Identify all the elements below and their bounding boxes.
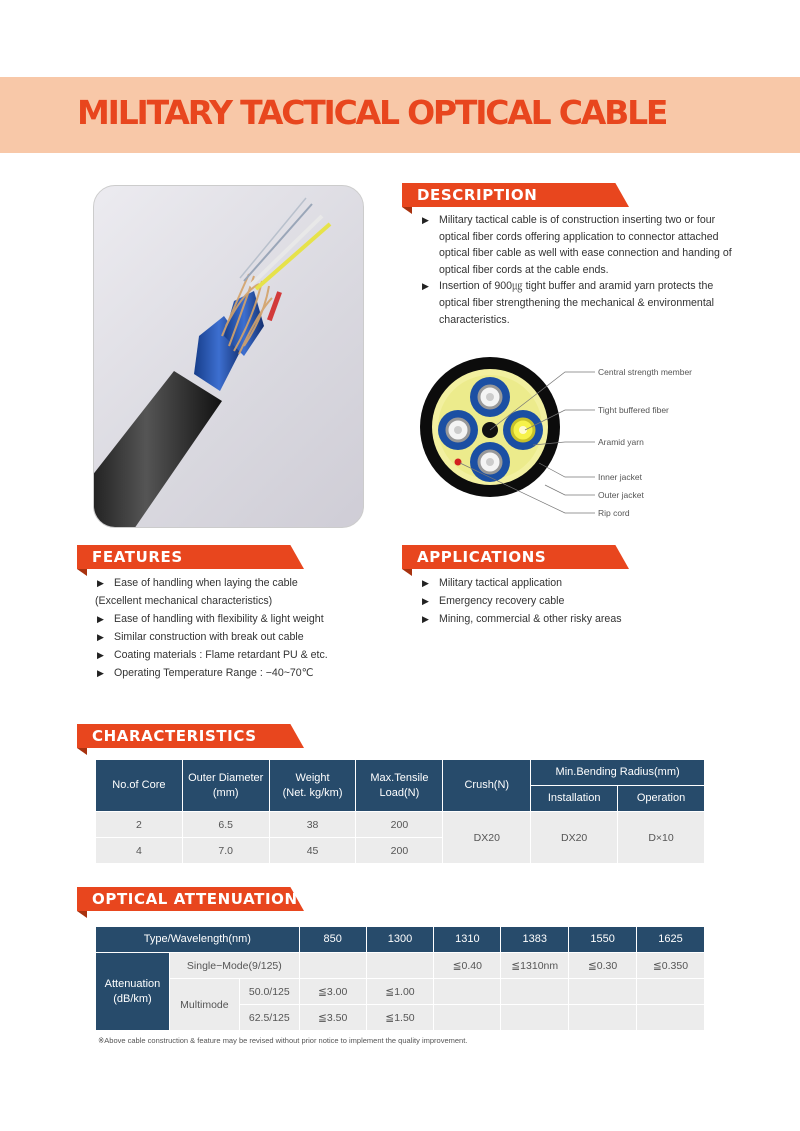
features-heading: FEATURES (77, 545, 304, 569)
cell-value: ≦0.40 (434, 953, 501, 979)
label-rip-cord: Rip cord (598, 508, 630, 518)
characteristics-heading: CHARACTERISTICS (77, 724, 304, 748)
arrow-icon: ▶ (422, 614, 429, 624)
arrow-icon: ▶ (97, 614, 104, 624)
col-header-outer-diameter: Outer Diameter (mm) (182, 760, 269, 812)
arrow-icon: ▶ (97, 650, 104, 660)
arrow-icon: ▶ (422, 578, 429, 588)
footnote: ※Above cable construction & feature may be revised without prior notice to implement the quality improvement. (98, 1036, 468, 1045)
label-tight-buffered-fiber: Tight buffered fiber (598, 405, 669, 415)
cell-value (501, 979, 569, 1005)
cell-value: ≦0.30 (569, 953, 637, 979)
col-header-tensile: Max.Tensile Load(N) (356, 760, 443, 812)
col-header-850: 850 (299, 927, 366, 953)
cell-outer-diameter: 6.5 (182, 812, 269, 838)
description-item: ▶ Military tactical cable is of construction inserting two or four optical fiber cords offering application to connector attached optical fiber cable as well with ease connection and handing of optical fiber cords at the cable ends. (422, 214, 732, 276)
cell-crush: DX20 (443, 812, 531, 864)
col-header-type: Type/Wavelength(nm) (96, 927, 300, 953)
cell-value (637, 1005, 705, 1031)
application-item: ▶ Mining, commercial & other risky areas (420, 610, 720, 628)
col-header-1300: 1300 (366, 927, 434, 953)
cell-value (569, 1005, 637, 1031)
col-header-weight: Weight (Net. kg/km) (269, 760, 356, 812)
cell-value (501, 1005, 569, 1031)
table-row (96, 812, 705, 838)
cell-value (366, 953, 434, 979)
description-item: ▶ Insertion of 900㎍ tight buffer and aramid yarn protects the optical fiber strengthening the mechanical & environmental characteristics. (422, 280, 715, 326)
arrow-icon: ▶ (422, 596, 429, 606)
cell-value (434, 1005, 501, 1031)
feature-item: ▶ Ease of handling with flexibility & light weight (95, 610, 385, 628)
applications-list (420, 574, 720, 628)
cell-value (569, 979, 637, 1005)
feature-item: ▶ Ease of handling when laying the cable (95, 574, 385, 592)
col-header-core: No.of Core (96, 760, 183, 812)
row-header-attenuation: Attenuation (dB/km) (96, 953, 170, 1031)
col-header-crush: Crush(N) (443, 760, 531, 812)
col-header-1383: 1383 (501, 927, 569, 953)
arrow-icon: ▶ (97, 668, 104, 678)
description-list (420, 212, 732, 328)
applications-heading: APPLICATIONS (402, 545, 629, 569)
characteristics-table (95, 759, 705, 864)
cell-multimode: Multimode (169, 979, 239, 1031)
cable-photo (93, 185, 364, 528)
cell-size: 62.5/125 (239, 1005, 299, 1031)
table-row (96, 979, 705, 1005)
cell-value: ≦3.00 (299, 979, 366, 1005)
cell-tensile: 200 (356, 838, 443, 864)
cell-single-mode: Single−Mode(9/125) (169, 953, 299, 979)
cell-installation: DX20 (531, 812, 618, 864)
cell-outer-diameter: 7.0 (182, 838, 269, 864)
col-header-operation: Operation (618, 786, 705, 812)
cell-tensile: 200 (356, 812, 443, 838)
application-item: ▶ Military tactical application (420, 574, 720, 592)
cell-value (434, 979, 501, 1005)
attenuation-heading: OPTICAL ATTENUATION (77, 887, 304, 911)
feature-item: ▶ Operating Temperature Range : −40~70℃ (95, 664, 385, 682)
arrow-icon: ▶ (97, 578, 104, 588)
col-header-1625: 1625 (637, 927, 705, 953)
col-header-1550: 1550 (569, 927, 637, 953)
cell-value: ≦0.350 (637, 953, 705, 979)
cable-illustration (94, 186, 364, 528)
feature-item: ▶ Coating materials : Flame retardant PU & etc. (95, 646, 385, 664)
cell-operation: D×10 (618, 812, 705, 864)
title-band (0, 77, 800, 153)
cell-core: 2 (96, 812, 183, 838)
label-outer-jacket: Outer jacket (598, 490, 644, 500)
cell-weight: 45 (269, 838, 356, 864)
arrow-icon: ▶ (422, 215, 429, 225)
cell-value (299, 953, 366, 979)
cell-value: ≦3.50 (299, 1005, 366, 1031)
cell-size: 50.0/125 (239, 979, 299, 1005)
arrow-icon: ▶ (422, 281, 429, 292)
table-row (96, 953, 705, 979)
label-central-strength-member: Central strength member (598, 367, 693, 377)
cell-value: ≦1310nm (501, 953, 569, 979)
cell-value: ≦1.00 (366, 979, 434, 1005)
cable-cross-section-diagram (415, 355, 715, 525)
cell-weight: 38 (269, 812, 356, 838)
description-heading: DESCRIPTION (402, 183, 629, 207)
cell-value: ≦1.50 (366, 1005, 434, 1031)
page-title: MILITARY TACTICAL OPTICAL CABLE (77, 93, 667, 132)
cell-value (637, 979, 705, 1005)
cell-core: 4 (96, 838, 183, 864)
col-header-1310: 1310 (434, 927, 501, 953)
attenuation-table (95, 926, 705, 1031)
col-header-bending-radius: Min.Bending Radius(mm) (531, 760, 705, 786)
arrow-icon: ▶ (97, 632, 104, 642)
feature-item: (Excellent mechanical characteristics) (95, 595, 273, 607)
features-list (95, 574, 385, 682)
feature-item: ▶ Similar construction with break out cable (95, 628, 385, 646)
application-item: ▶ Emergency recovery cable (420, 592, 720, 610)
label-inner-jacket: Inner jacket (598, 472, 642, 482)
label-aramid-yarn: Aramid yarn (598, 437, 644, 447)
col-header-installation: Installation (531, 786, 618, 812)
